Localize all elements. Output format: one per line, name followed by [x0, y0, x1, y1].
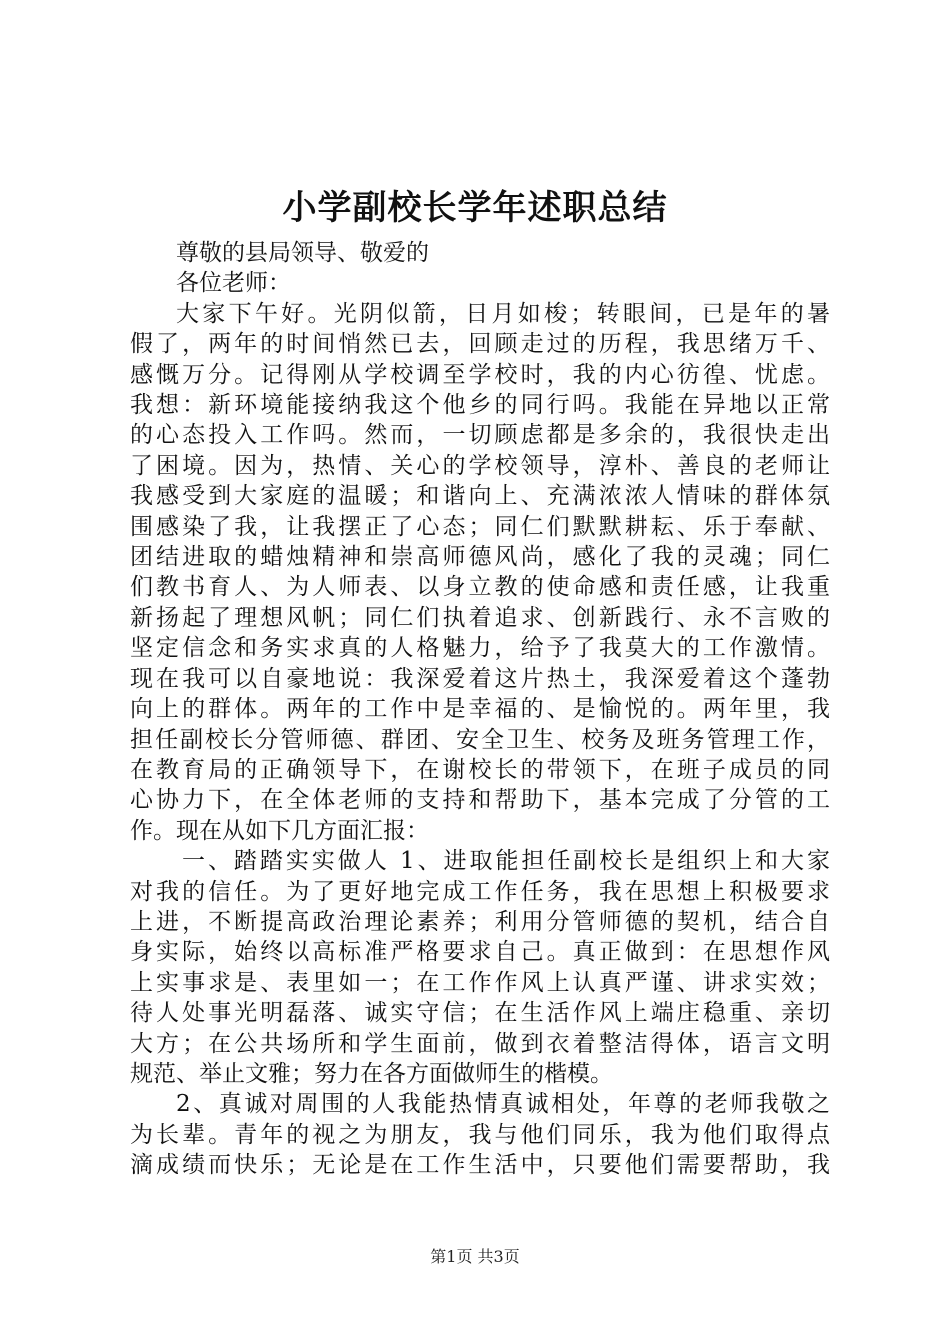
paragraph-line: 身实际，始终以高标准严格要求自己。真正做到：在思想作风 — [130, 939, 830, 966]
paragraph-line: 待人处事光明磊落、诚实守信；在生活作风上端庄稳重、亲切 — [130, 1000, 830, 1027]
paragraph-line: 2、真诚对周围的人我能热情真诚相处，年尊的老师我敬之 — [176, 1091, 830, 1118]
paragraph-line: 担任副校长分管师德、群团、安全卫生、校务及班务管理工作， — [130, 726, 830, 753]
paragraph-line: 我感受到大家庭的温暖；和谐向上、充满浓浓人情味的群体氛 — [130, 483, 830, 510]
paragraph-line: 新扬起了理想风帆；同仁们执着追求、创新践行、永不言败的 — [130, 604, 830, 631]
paragraph-line: 滴成绩而快乐；无论是在工作生活中，只要他们需要帮助，我 — [130, 1152, 830, 1179]
page-footer: 第1页 共3页 — [430, 1247, 520, 1266]
document-title: 小学副校长学年述职总结 — [282, 188, 668, 228]
paragraph-line: 作。现在从如下几方面汇报： — [130, 817, 429, 844]
paragraph-line: 感慨万分。记得刚从学校调至学校时，我的内心彷徨、忧虑。 — [130, 361, 830, 388]
paragraph-line: 了困境。因为，热情、关心的学校领导，淳朴、善良的老师让 — [130, 452, 830, 479]
paragraph-line: 大家下午好。光阴似箭，日月如梭；转眼间，已是年的暑 — [176, 300, 830, 327]
paragraph-3 — [130, 1089, 830, 1180]
paragraph-line: 一、踏踏实实做人 1、进取能担任副校长是组织上和大家 — [182, 848, 830, 875]
paragraph-line: 为长辈。青年的视之为朋友，我与他们同乐，我为他们取得点 — [130, 1121, 830, 1148]
paragraph-line: 现在我可以自豪地说：我深爱着这片热土，我深爱着这个蓬勃 — [130, 665, 830, 692]
paragraph-line: 围感染了我，让我摆正了心态；同仁们默默耕耘、乐于奉献、 — [130, 513, 830, 540]
paragraph-line: 团结进取的蜡烛精神和崇高师德风尚，感化了我的灵魂；同仁 — [130, 544, 830, 571]
paragraph-line: 的心态投入工作吗。然而，一切顾虑都是多余的，我很快走出 — [130, 422, 830, 449]
paragraph-line: 上实事求是、表里如一；在工作作风上认真严谨、讲求实效； — [130, 969, 830, 996]
paragraph-2 — [130, 846, 830, 1089]
paragraph-line: 坚定信念和务实求真的人格魅力，给予了我莫大的工作激情。 — [130, 635, 830, 662]
document-body — [130, 238, 830, 1181]
paragraph-line: 向上的群体。两年的工作中是幸福的、是愉悦的。两年里，我 — [130, 696, 830, 723]
paragraph-line: 心协力下，在全体老师的支持和帮助下，基本完成了分管的工 — [130, 787, 830, 814]
salutation-line-2: 各位老师： — [176, 270, 291, 297]
paragraph-line: 在教育局的正确领导下，在谢校长的带领下，在班子成员的同 — [130, 756, 830, 783]
paragraph-line: 上进，不断提高政治理论素养；利用分管师德的契机，结合自 — [130, 908, 830, 935]
salutation-line-1: 尊敬的县局领导、敬爱的 — [176, 240, 429, 266]
paragraph-line: 大方；在公共场所和学生面前，做到衣着整洁得体，语言文明 — [130, 1030, 830, 1057]
paragraph-line: 们教书育人、为人师表、以身立教的使命感和责任感，让我重 — [130, 574, 830, 601]
paragraph-line: 对我的信任。为了更好地完成工作任务，我在思想上积极要求 — [130, 878, 830, 905]
paragraph-1 — [130, 299, 830, 846]
paragraph-line: 规范、举止文雅；努力在各方面做师生的楷模。 — [130, 1060, 613, 1087]
paragraph-line: 我想：新环境能接纳我这个他乡的同行吗。我能在异地以正常 — [130, 392, 830, 419]
paragraph-line: 假了，两年的时间悄然已去，回顾走过的历程，我思绪万千、 — [130, 331, 830, 358]
